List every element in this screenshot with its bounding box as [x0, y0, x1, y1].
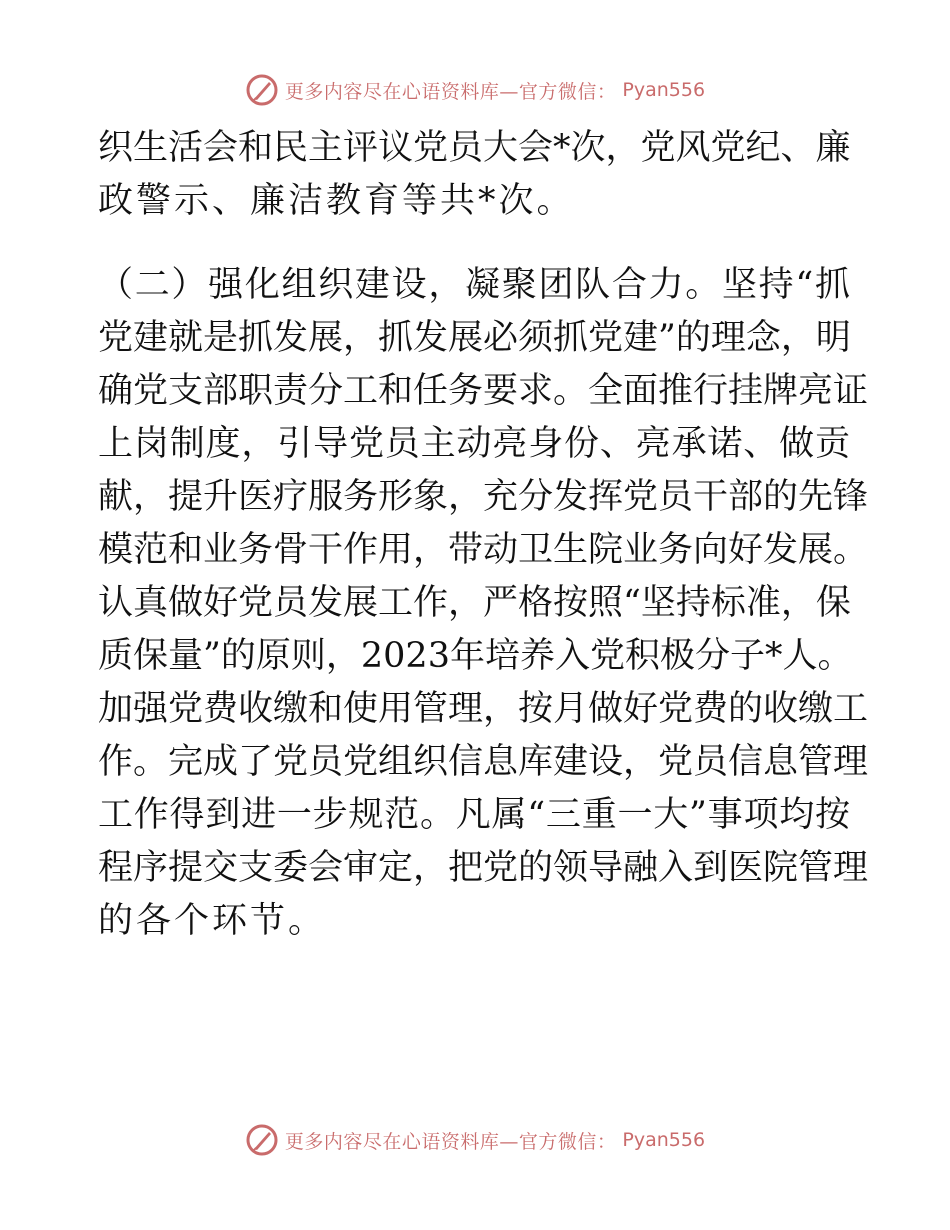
document-body	[98, 122, 869, 948]
text-line: 程序提交支委会审定，把党的领导融入到医院管理	[98, 848, 869, 888]
watermark-text: 更多内容尽在心语资料库—官方微信：	[284, 1130, 617, 1153]
text-line: 质保量”的原则，2023年培养入党积极分子*人。	[98, 636, 853, 676]
text-line: （二）强化组织建设，凝聚团队合力。坚持“抓	[98, 265, 850, 305]
text-line: 政警示、廉洁教育等共*次。	[98, 181, 575, 221]
watermark-banner-top	[0, 70, 950, 110]
text-line: 工作得到进一步规范。凡属“三重一大”事项均按	[98, 795, 850, 835]
paragraph-organization-building	[98, 259, 869, 948]
watermark-contact: Pyan556	[622, 1129, 706, 1151]
text-line: 模范和业务骨干作用，带动卫生院业务向好发展。	[98, 530, 869, 570]
text-line: 上岗制度，引导党员主动亮身份、亮承诺、做贡	[98, 424, 850, 464]
text-line: 的各个环节。	[98, 901, 327, 941]
watermark-banner-bottom	[0, 1120, 950, 1160]
text-line: 确党支部职责分工和任务要求。全面推行挂牌亮证	[98, 371, 869, 411]
text-line: 党建就是抓发展，抓发展必须抓党建”的理念，明	[98, 318, 851, 358]
text-line: 织生活会和民主评议党员大会*次，党风党纪、廉	[98, 128, 851, 168]
paragraph-gap	[98, 228, 850, 259]
text-line: 献，提升医疗服务形象，充分发挥党员干部的先锋	[98, 477, 869, 517]
feather-pen-seal-icon	[245, 1123, 279, 1157]
feather-pen-seal-icon	[245, 73, 279, 107]
watermark-text: 更多内容尽在心语资料库—官方微信：	[284, 80, 617, 103]
watermark-contact: Pyan556	[622, 79, 706, 101]
text-line: 认真做好党员发展工作，严格按照“坚持标准，保	[98, 583, 851, 623]
text-line: 加强党费收缴和使用管理，按月做好党费的收缴工	[98, 689, 869, 729]
paragraph-continued	[98, 122, 850, 228]
text-line: 作。完成了党员党组织信息库建设，党员信息管理	[98, 742, 869, 782]
